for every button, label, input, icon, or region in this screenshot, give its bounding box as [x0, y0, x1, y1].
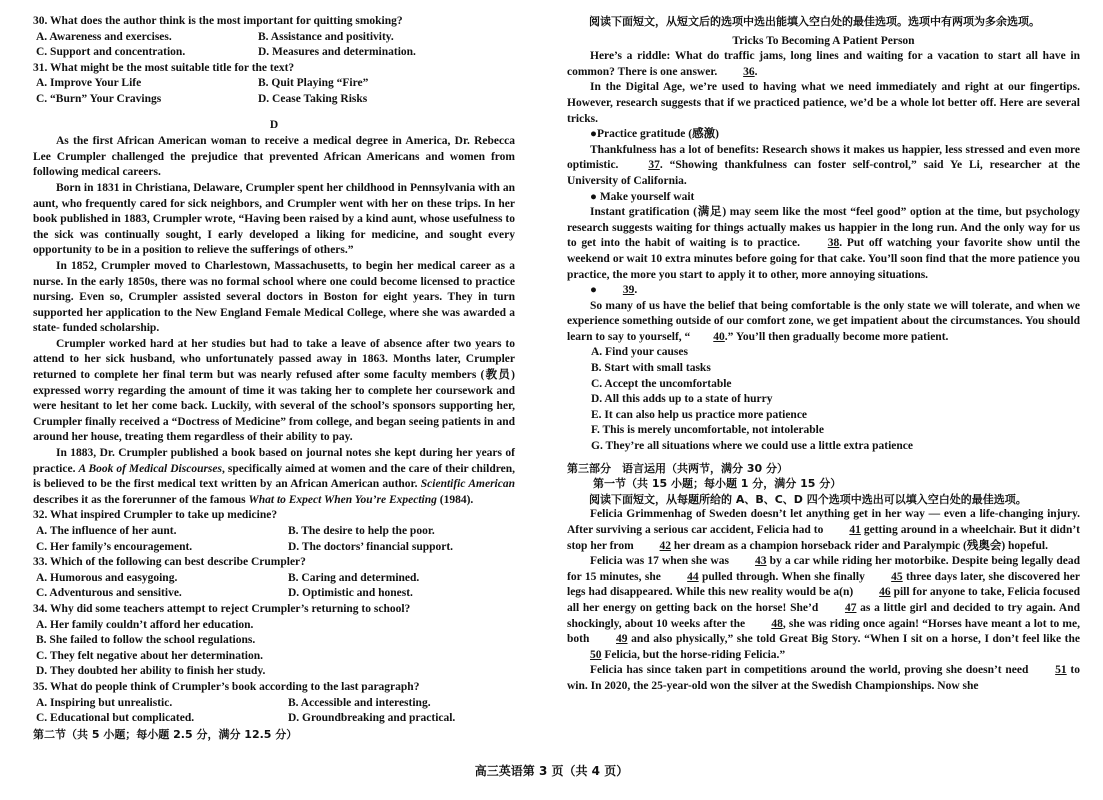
option-c: C. Adventurous and sensitive.	[36, 587, 182, 600]
paragraph-text: .” You’ll then gradually become more patient.	[724, 330, 949, 343]
cloze-paragraph-3	[567, 663, 1080, 694]
question-35-options	[33, 696, 515, 712]
blank-40: 40	[713, 330, 725, 343]
question-32-options	[33, 540, 515, 556]
option-g: G. They’re all situations where we could use a little extra patience	[591, 440, 913, 453]
paragraph-text: her dream as a champion horseback rider and Paralympic (残奥会) hopeful.	[671, 539, 1048, 552]
option-b: B. Assistance and positivity.	[258, 30, 394, 43]
option-d: D. The doctors’ financial support.	[288, 540, 454, 553]
left-column	[33, 14, 515, 742]
option-d: D. Cease Taking Risks	[258, 92, 368, 105]
option-d: D. They doubted her ability to finish her study.	[36, 665, 266, 678]
passage-d-paragraph-3: In 1852, Crumpler moved to Charlestown, Massachusetts, to begin her medical career as a nurse. In the early 1850s, there was no formal school where one could become licensed to practice nursing. Even so, Crumpler assisted several doctors in Boston for eight years. They in turn supported her application to the New England Female Medical College, where she was awarded a state- funded scholarship.	[33, 259, 515, 335]
blank-42: 42	[659, 539, 672, 552]
blank-38: 38	[827, 237, 840, 250]
paragraph-text: describes it as the forerunner of the famous	[33, 493, 249, 506]
blank-43: 43	[755, 555, 767, 568]
passage-d-paragraph-1: As the first African American woman to receive a medical degree in America, Dr. Rebecca Lee Crumpler challenged the prejudice that prevented African Americans and women from following medical careers.	[33, 135, 515, 179]
paragraph-text: . Put off watching your favorite show until the weekend or wait 10 extra minutes before going for that cake. You’ll soon find that the more patience you practice, the more you start to apply it to other, more annoying situations.	[567, 237, 1080, 281]
heading-make-yourself-wait: ● Make yourself wait	[590, 190, 695, 203]
option-f: F. This is merely uncomfortable, not intolerable	[591, 424, 824, 437]
blank-37: 37	[648, 159, 660, 172]
paragraph-text: (1984).	[436, 493, 474, 506]
blank-45: 45	[891, 570, 903, 583]
passage-d-paragraph-5	[33, 446, 515, 508]
heading-practice-gratitude: ●Practice gratitude (感激)	[590, 128, 719, 141]
question-33-stem: 33. Which of the following can best describe Crumpler?	[33, 556, 306, 569]
question-30-options	[33, 30, 515, 46]
option-d: D. All this adds up to a state of hurry	[591, 393, 773, 406]
book-title: A Book of Medical Discourses	[78, 462, 222, 475]
option-d: D. Measures and determination.	[258, 46, 416, 59]
paragraph-text: Felicia has since taken part in competitions around the world, proving she doesn’t need	[590, 664, 1033, 677]
passage-paragraph-5	[567, 299, 1080, 346]
option-a: A. Her family couldn’t afford her education.	[36, 618, 254, 631]
paragraph-text: . “Showing thankfulness can foster self-control,” said Ye Li, researcher at the University of California.	[567, 159, 1080, 187]
option-b: B. Quit Playing “Fire”	[258, 77, 369, 90]
paragraph-text: , she was riding once again! “Horses have meant a lot to me, both	[567, 617, 1080, 646]
blank-48: 48	[771, 617, 783, 630]
paragraph-text: So many of us have the belief that being comfortable is the only state we will tolerate, and when we experience something outside of our comfort zone, we get impatient about the circumstances. You should learn to say to yourself, “	[567, 299, 1080, 343]
passage-paragraph-2: In the Digital Age, we’re used to having what we need immediately and right at our fingertips. However, research suggests that if we practiced patience, we’d be a whole lot better off. Here are several tricks.	[567, 81, 1080, 125]
option-a: A. The influence of her aunt.	[36, 525, 177, 537]
blank-39: 39	[622, 284, 635, 297]
paragraph-text: by a car while riding her motorbike. Despite being legally dead for 15 minutes, she	[567, 555, 1080, 583]
section-1-instructions: 阅读下面短文，从每题所给的 A、B、C、D 四个选项中选出可以填入空白处的最佳选项。	[589, 492, 1027, 506]
paragraph-text: Here’s a riddle: What do traffic jams, long lines and waiting for a vacation to start all have in common? There is one answer.	[567, 50, 1080, 78]
section-2-instructions: 阅读下面短文，从短文后的选项中选出能填入空白处的最佳选项。选项中有两项为多余选项。	[589, 15, 1040, 28]
option-c: C. Her family’s encouragement.	[36, 540, 193, 553]
question-30-stem: 30. What does the author think is the most important for quitting smoking?	[33, 15, 403, 27]
question-31-options	[33, 92, 515, 108]
question-34-stem: 34. Why did some teachers attempt to reject Crumpler’s returning to school?	[33, 602, 411, 615]
blank-49: 49	[615, 633, 628, 646]
question-35-options	[33, 711, 515, 727]
option-b: B. The desire to help the poor.	[288, 525, 435, 537]
question-31-stem: 31. What might be the most suitable title for the text?	[33, 61, 295, 74]
question-33-options	[33, 586, 515, 602]
blank-51: 51	[1055, 664, 1067, 677]
paragraph-text: In 1883, Dr. Crumpler published a book based on journal notes she kept during her years of practice.	[33, 447, 515, 475]
paragraph-text: Felicia was 17 when she was	[590, 555, 733, 568]
section-2-heading: 第二节（共 5 小题；每小题 2.5 分，满分 12.5 分）	[33, 727, 298, 741]
option-a: A. Humorous and easygoing.	[36, 571, 178, 584]
question-33-options	[33, 571, 515, 587]
paragraph-text: and also physically,” she told Great Big Story. “When I sit on a horse, I don’t feel like the	[627, 633, 1081, 646]
question-30-options	[33, 45, 515, 61]
option-list	[567, 345, 1080, 454]
option-e: E. It can also help us practice more patience	[591, 408, 808, 421]
passage-paragraph-1: Here’s a riddle: What do traffic jams, long lines and waiting for a vacation to start all have in common? There is one answer. 36.	[567, 49, 1080, 80]
question-35-stem: 35. What do people think of Crumpler’s book according to the last paragraph?	[33, 680, 420, 693]
section-label-d: D	[269, 118, 279, 131]
book-title: What to Expect When You’re Expecting	[248, 493, 437, 506]
option-b: B. She failed to follow the school regulations.	[36, 634, 256, 647]
paragraph-text: Felicia, but the horse-riding Felicia.”	[601, 648, 786, 661]
option-c: C. They felt negative about her determination.	[36, 649, 264, 662]
blank-36: 36	[743, 65, 755, 78]
passage-title: Tricks To Becoming A Patient Person	[732, 34, 915, 47]
paragraph-text: Felicia Grimmenhag of Sweden doesn’t let anything get in her way — even a life-changing injury. After surviving a serious car accident, Felicia had to	[567, 508, 1080, 536]
section-1-heading: 第一节（共 15 小题；每小题 1 分，满分 15 分）	[593, 477, 842, 491]
question-32-options	[33, 524, 515, 540]
blank-47: 47	[844, 601, 857, 614]
paragraph-text: to win. In 2020, the 25-year-old won the silver at the Swedish Championships. Now she	[567, 664, 1080, 692]
passage-d-paragraph-2: Born in 1831 in Christiana, Delaware, Crumpler spent her childhood in Pennsylvania with an aunt, who frequently cared for sick neighbors, and Crumpler went with her on these trips. In her book published in 1883, Crumpler wrote, “Having been raised by a kind aunt, whose usefulness to the sick was continually sought, I early developed a liking for medicine, and sought every opportunity to be in a position to relieve the sufferings of others.”	[33, 181, 515, 257]
option-a: A. Find your causes	[591, 346, 688, 359]
option-b: B. Accessible and interesting.	[288, 696, 431, 709]
passage-paragraph-3	[567, 143, 1080, 190]
paragraph-text: pulled through. When she finally	[698, 570, 869, 583]
paragraph-text: Instant gratification (满足) may seem like the most “feel good” option at the time, but psychology research suggests waiting for things actually makes us happier in the long run. And the only way for us to get into the habit of waiting is to practice.	[567, 206, 1080, 250]
part-3-heading: 第三部分 语言运用（共两节，满分 30 分）	[567, 461, 788, 475]
paragraph-text: three days later, she discovered her legs had disappeared. While this new reality would be a(n)	[567, 570, 1080, 599]
paragraph-text: getting around in a wheelchair. But it didn’t stop her from	[567, 524, 1081, 552]
blank-44: 44	[687, 570, 699, 583]
option-b: B. Caring and determined.	[288, 571, 420, 584]
option-c: C. “Burn” Your Cravings	[36, 92, 162, 105]
heading-blank-39: ● 39.	[567, 283, 1080, 299]
passage-d-paragraph-4: Crumpler worked hard at her studies but had to take a leave of absence after two years to attend to her sick husband, who unfortunately passed away in 1863. Months later, Crumpler returned to complete her final term but was nearly refused after some faculty members (教员) expressed worry regarding the amount of time it was taking her to complete her coursework and were hesitant to let her come back. Luckily, with several of the school’s sponsors supporting her, Crumpler finally received a “Doctress of Medicine” from college, and began seeing patients in and around her house, treating them regardless of their ability to pay.	[33, 337, 515, 444]
option-a: A. Improve Your Life	[36, 77, 142, 90]
passage-paragraph-4	[567, 205, 1080, 283]
paragraph-text: pill for anyone to take, Felicia focused all her energy on getting back on the horse! She’d	[567, 586, 1080, 614]
cloze-paragraph-1	[567, 507, 1080, 554]
option-c: C. Educational but complicated.	[36, 712, 195, 725]
option-d: D. Groundbreaking and practical.	[288, 712, 456, 725]
paragraph-text: , specifically aimed at women and the care of their children, is believed to be the first medical text written by an African American author.	[33, 462, 515, 491]
option-c: C. Support and concentration.	[36, 46, 186, 59]
option-a: A. Inspiring but unrealistic.	[36, 696, 173, 709]
paragraph-text: Thankfulness has a lot of benefits: Research shows it makes us happier, less stressed and even more optimistic.	[567, 143, 1080, 172]
option-c: C. Accept the uncomfortable	[591, 377, 732, 390]
option-d: D. Optimistic and honest.	[288, 587, 413, 600]
paragraph-text: as a little girl and decided to try again. And shockingly, about 10 weeks after the	[567, 601, 1080, 630]
option-b: B. Start with small tasks	[591, 362, 711, 375]
question-32-stem: 32. What inspired Crumpler to take up medicine?	[33, 509, 278, 522]
option-a: A. Awareness and exercises.	[36, 30, 172, 43]
right-column	[567, 14, 1080, 695]
blank-46: 46	[879, 586, 891, 599]
magazine-title: Scientific American	[420, 478, 515, 491]
question-31-options	[33, 76, 515, 92]
blank-41: 41	[849, 524, 861, 536]
cloze-paragraph-2	[567, 554, 1080, 663]
blank-50: 50	[590, 648, 602, 661]
page-footer: 高三英语第 3 页（共 4 页）	[474, 764, 629, 778]
